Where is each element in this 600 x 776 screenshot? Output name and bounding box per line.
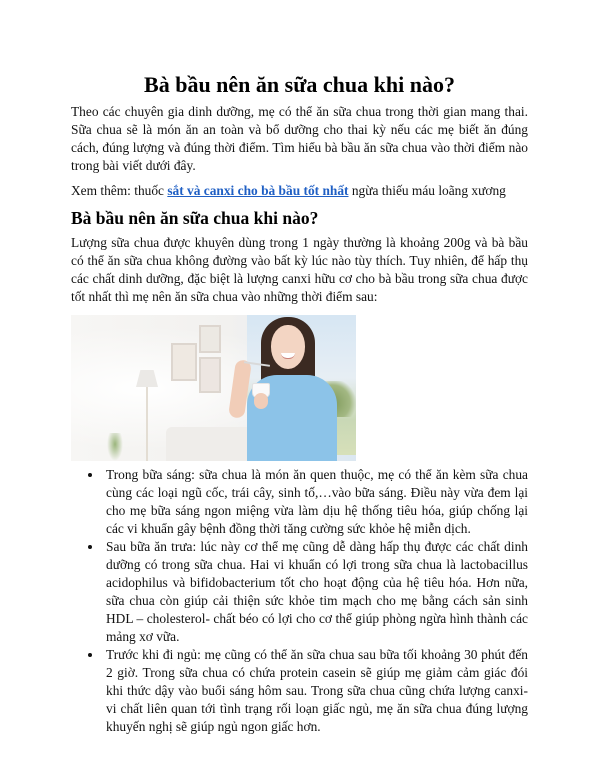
image-lamp-stand — [146, 387, 148, 461]
list-item — [71, 646, 528, 736]
timing-list — [71, 466, 528, 736]
image-picture-frame — [171, 343, 197, 381]
page-title: Bà bầu nên ăn sữa chua khi nào? — [144, 72, 455, 97]
see-also-prefix: Xem thêm: thuốc — [71, 183, 168, 198]
see-also-line — [71, 182, 528, 200]
bullet-icon — [88, 473, 92, 477]
image-woman-face — [271, 325, 305, 369]
see-also-link[interactable]: sắt và canxi cho bà bầu tốt nhất — [167, 183, 349, 198]
image-picture-frame — [199, 325, 221, 353]
article-image — [71, 315, 356, 461]
list-item — [71, 466, 528, 538]
list-item — [71, 538, 528, 646]
section-heading: Bà bầu nên ăn sữa chua khi nào? — [71, 208, 319, 228]
image-plant — [107, 433, 123, 461]
image-woman-hand — [254, 393, 268, 409]
section-paragraph: Lượng sữa chua được khuyên dùng trong 1 ngày thường là khoảng 200g và bà bầu có thể ăn sữa chua không đường vào bất kỳ lúc nào tùy thích. Tuy nhiên, để hấp thụ các chất dinh dưỡng, đặc biệt là lượng canxi hữu cơ cho bà bầu trong sữa chua được tốt nhất thì mẹ nên ăn sữa chua vào những thời điểm sau: — [71, 235, 528, 304]
list-item-text: Sau bữa ăn trưa: lúc này cơ thể mẹ cũng dễ dàng hấp thụ được các chất dinh dưỡng có trong sữa chua. Hai vi khuẩn có lợi trong sữa chua là lactobacillus acidophilus và bifidobacterium tốt cho hoạt động của hệ tiêu hóa. Hơn nữa, sữa chua còn giúp cải thiện sức khỏe tim mạch cho mẹ bằng cách sản sinh HDL – cholesterol- chất béo có lợi cho cơ thể giúp phòng ngừa hình thành các mảng xơ vữa. — [106, 539, 528, 644]
image-picture-frame — [199, 357, 221, 393]
bullet-icon — [88, 545, 92, 549]
intro-paragraph: Theo các chuyên gia dinh dưỡng, mẹ có thể ăn sữa chua trong thời gian mang thai. Sữa chua sẽ là món ăn an toàn và bổ dưỡng cho thai kỳ nếu các mẹ biết ăn đúng cách, đúng lượng và đúng thời điểm. Tìm hiểu bà bầu ăn sữa chua vào thời điểm nào trong bài viết dưới đây. — [71, 104, 528, 173]
see-also-suffix: ngừa thiếu máu loãng xương — [348, 183, 506, 198]
document-page — [71, 72, 528, 736]
image-sofa — [166, 427, 256, 461]
list-item-text: Trong bữa sáng: sữa chua là món ăn quen thuộc, mẹ có thể ăn kèm sữa chua cùng các loại ngũ cốc, trái cây, sinh tố,…vào bữa sáng. Điều này vừa đem lại cho mẹ bữa sáng ngon miệng vừa làm dịu hệ thống tiêu hóa, giúp chống lại các vi khuẩn gây bệnh đồng thời tăng cường sức khỏe hệ miễn dịch. — [106, 467, 528, 536]
list-item-text: Trước khi đi ngủ: mẹ cũng có thể ăn sữa chua sau bữa tối khoảng 30 phút đến 2 giờ. Trong sữa chua có chứa protein casein sẽ giúp mẹ giảm cảm giác đói khi thức dậy vào buổi sáng hôm sau. Trong sữa chua cũng chứa lượng canxi- vi chất liên quan tới tình trạng rối loạn giấc ngủ, mẹ ăn sữa chua đúng lượng khuyến nghị sẽ giúp ngủ ngon giấc hơn. — [106, 647, 528, 734]
bullet-icon — [88, 653, 92, 657]
